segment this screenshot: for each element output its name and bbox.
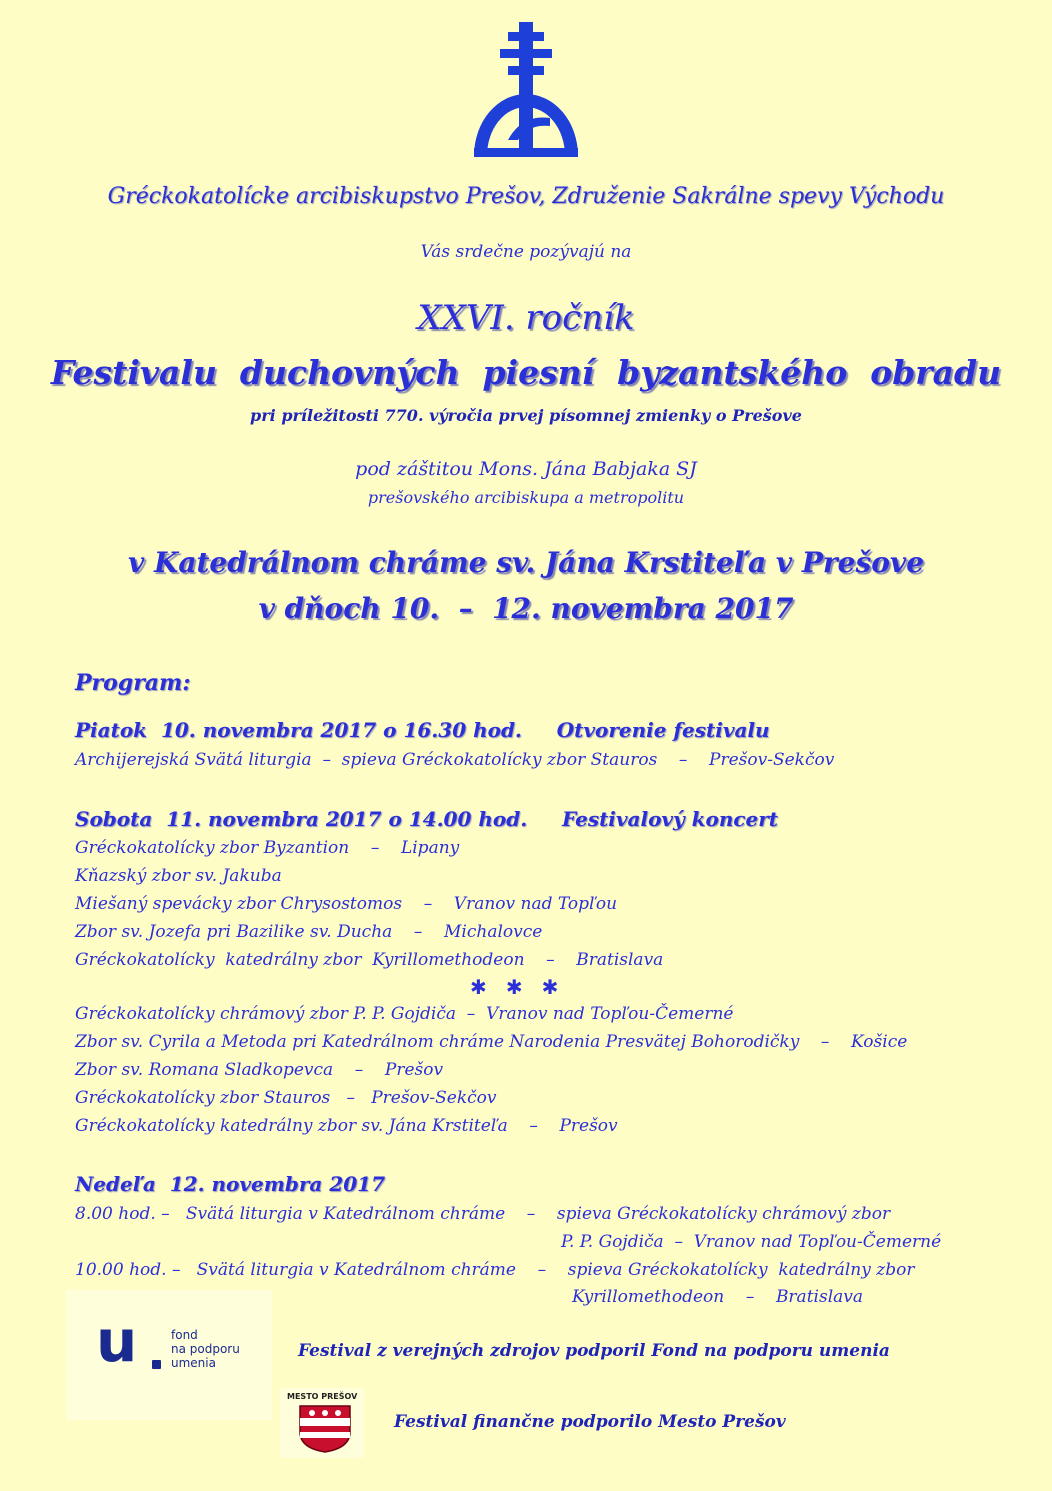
fund-logo-word: na podporu (171, 1342, 240, 1356)
saturday-item: Zbor sv. Cyrila a Metoda pri Katedrálnom chráme Narodenia Presvätej Bohorodičky – Košice (75, 1032, 908, 1052)
sunday-title: Nedeľa 12. novembra 2017 (75, 1172, 386, 1196)
saturday-item: Gréckokatolícky chrámový zbor P. P. Gojdiča – Vranov nad Topľou-Čemerné (75, 1004, 734, 1024)
invitation-text: Vás srdečne pozývajú na (420, 242, 632, 262)
saturday-item: Zbor sv. Jozefa pri Bazilike sv. Ducha – Michalovce (75, 922, 543, 942)
patronage-text: pod záštitou Mons. Jána Babjaka SJ (355, 458, 697, 480)
saturday-item: Gréckokatolícky zbor Byzantion – Lipany (75, 838, 460, 858)
asterism-divider: ✱ ✱ ✱ (470, 975, 559, 999)
festival-title: Festivalu duchovných piesní byzantského obradu (50, 353, 1002, 392)
saturday-item: Miešaný spevácky zbor Chrysostomos – Vranov nad Topľou (75, 894, 618, 914)
city-coat-of-arms (298, 1404, 352, 1454)
saturday-item: Gréckokatolícky katedrálny zbor sv. Jána Krstiteľa – Prešov (75, 1116, 618, 1136)
sunday-line: Kyrillomethodeon – Bratislava (572, 1287, 864, 1307)
fund-logo-word: fond (171, 1328, 198, 1342)
archdiocese-cross-logo (470, 22, 582, 158)
saturday-item: Kňazský zbor sv. Jakuba (75, 866, 282, 886)
saturday-title: Sobota 11. novembra 2017 o 14.00 hod. Festivalový koncert (75, 807, 779, 831)
fund-logo-text (171, 1328, 240, 1370)
sunday-line: 8.00 hod. – Svätá liturgia v Katedrálnom chráme – spieva Gréckokatolícky chrámový zbor (75, 1204, 891, 1224)
program-heading: Program: (75, 670, 191, 696)
fund-logo-letter: u (96, 1307, 138, 1375)
occasion-text: pri príležitosti 770. výročia prvej písomnej zmienky o Prešove (250, 406, 802, 425)
saturday-item: Gréckokatolícky katedrálny zbor Kyrillomethodeon – Bratislava (75, 950, 664, 970)
friday-title: Piatok 10. novembra 2017 o 16.30 hod. Otvorenie festivalu (75, 718, 770, 742)
fund-support-note: Festival z verejných zdrojov podporil Fond na podporu umenia (298, 1341, 890, 1361)
patron-role: prešovského arcibiskupa a metropolitu (367, 488, 685, 507)
city-support-note: Festival finančne podporilo Mesto Prešov (394, 1412, 786, 1432)
edition-title: XXVI. ročník (417, 298, 635, 338)
sunday-line: P. P. Gojdiča – Vranov nad Topľou-Čemerné (561, 1232, 942, 1252)
festival-dates: v dňoch 10. – 12. novembra 2017 (258, 592, 794, 625)
fund-logo-dot (152, 1360, 161, 1369)
fund-logo-word: umenia (171, 1356, 216, 1370)
friday-item: Archijerejská Svätá liturgia – spieva Gréckokatolícky zbor Stauros – Prešov-Sekčov (75, 750, 835, 770)
venue: v Katedrálnom chráme sv. Jána Krstiteľa v Prešove (127, 546, 925, 579)
city-logo-label: MESTO PREŠOV (287, 1392, 358, 1401)
sunday-line: 10.00 hod. – Svätá liturgia v Katedrálnom chráme – spieva Gréckokatolícky katedrálny zbor (75, 1260, 915, 1280)
saturday-item: Gréckokatolícky zbor Stauros – Prešov-Sekčov (75, 1088, 497, 1108)
organizers: Gréckokatolícke arcibiskupstvo Prešov, Združenie Sakrálne spevy Východu (107, 184, 945, 209)
saturday-item: Zbor sv. Romana Sladkopevca – Prešov (75, 1060, 444, 1080)
